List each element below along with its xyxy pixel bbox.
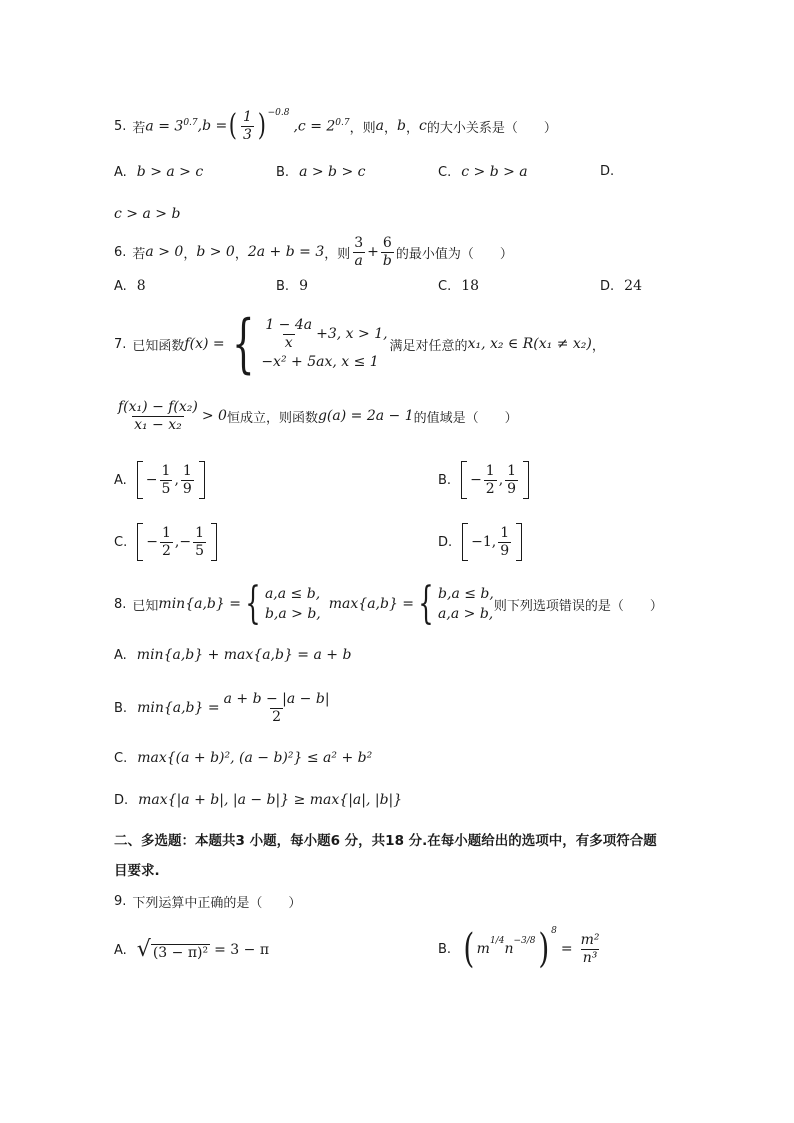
q7-text-2: 满足对任意的 (389, 338, 468, 354)
q5-option-a-label: A. (114, 164, 127, 180)
q5-sep1: ， (384, 120, 398, 136)
section2-heading-line1 (114, 829, 657, 849)
q6-option-a[interactable] (114, 278, 146, 294)
q8-min-cases: a,a ≤ b, b,a > b, (264, 586, 321, 622)
q7-left-brace: { (231, 307, 255, 381)
q6-plus: + (367, 244, 379, 260)
q5-option-d-value: c > a > b (114, 206, 181, 222)
q7-option-b-label: B. (438, 472, 452, 488)
q6-text-2: ， (183, 246, 197, 262)
q5-b-exponent: −0.8 (267, 108, 290, 118)
q7-number: 7. (114, 336, 127, 352)
q7-option-d-interval: −1 , $\frac{1}{9}$ (462, 523, 522, 561)
q8-option-d-value: max{|a + b|, |a − b|} ≥ max{|a|, |b|} (138, 792, 403, 808)
q6-text-4: ，则 (324, 246, 351, 262)
q6-fraction-2: $\frac{6}{b}$ (382, 234, 392, 269)
q5-suffix: 的大小关系是（ ） (426, 120, 557, 136)
q7-text-3: ， (591, 338, 605, 354)
q9-option-b-paren-left: ( (463, 926, 475, 972)
q6-option-b-value: 9 (299, 278, 308, 294)
q9-option-b-paren-right: ) (537, 926, 549, 972)
q5-number: 5. (114, 118, 127, 134)
q7-case2: −x² + 5ax, x ≤ 1 (261, 353, 379, 370)
q7-option-d-label: D. (438, 534, 453, 550)
section2-heading-line2 (114, 859, 160, 879)
q7-piecewise (261, 317, 387, 372)
q9-option-b-fraction: $\frac{\text{m²}}{\text{n³}}$ (580, 931, 600, 966)
q9-option-b[interactable]: B. ( m $^{1/4}$ n $^{-3/8}$ ) $^8$ = $\frac{\text{m²}}{\text{n³}}$ (438, 926, 600, 972)
q6-text-3: ， (234, 246, 248, 262)
q7-case1-tail: +3, x > 1, (316, 326, 388, 342)
q6-option-a-label: A. (114, 278, 127, 294)
q6-text-5: 的最小值为（ ） (395, 246, 513, 262)
q7-g-function: g(a) = 2a − 1 (317, 408, 414, 424)
q6-option-d[interactable] (600, 278, 642, 294)
q7-option-a[interactable] (114, 458, 205, 502)
q8-option-a-label: A. (114, 647, 127, 663)
q6-option-c-value: 18 (461, 278, 480, 294)
q7-option-a-interval: − $\frac{1}{5}$ , $\frac{1}{9}$ (137, 461, 205, 499)
q9-option-a-sqrt: √ (3 − π)² (136, 937, 209, 962)
q5-option-b[interactable] (276, 164, 365, 180)
q5-option-a-value: b > a > c (136, 164, 204, 180)
q8-option-c-label: C. (114, 750, 128, 766)
q5-var-b: b (397, 118, 406, 134)
q7-option-a-label: A. (114, 472, 127, 488)
q7-condition: x₁, x₂ ∈ R(x₁ ≠ x₂) (467, 336, 592, 352)
q8-option-a[interactable] (114, 647, 351, 663)
q6-stem (114, 232, 513, 272)
q9-text: 下列运算中正确的是（ ） (132, 895, 302, 911)
q8-option-b-fraction: $\frac{a + b - |a - b|}{2}$ (223, 690, 330, 725)
q8-stem (114, 578, 663, 629)
q7-option-b[interactable] (438, 458, 529, 502)
q6-cond-3: 2a + b = 3 (247, 244, 325, 260)
q5-suffix-a: ，则 (349, 120, 376, 136)
q7-stem (114, 307, 605, 381)
q5-option-c-value: c > b > a (461, 164, 528, 180)
q9-option-a[interactable] (114, 932, 269, 968)
q8-option-d[interactable] (114, 792, 402, 808)
q7-difference-quotient: $\frac{\text{f(x₁) − f(x₂)}}{\text{x₁ − x₂}}$ (118, 398, 198, 433)
q8-text-2: 则下列选项错误的是（ ） (493, 598, 663, 614)
q7-option-d[interactable] (438, 520, 522, 564)
q7-inequality-tail: > 0 (201, 408, 227, 424)
q8-max-cases: b,a ≤ b, a,a > b, (438, 586, 494, 622)
q5-sep2: ， (405, 120, 419, 136)
q6-number: 6. (114, 244, 127, 260)
q5-b-expr: ,b = (197, 118, 228, 134)
q8-max-brace: { (418, 578, 434, 629)
q8-min-lhs: min{a,b} = (158, 596, 241, 612)
q5-a-expr: $a = 3^{0.7}$ (145, 117, 198, 135)
q5-stem (114, 108, 557, 144)
q9-option-a-tail: = 3 − π (214, 942, 270, 958)
q6-cond-1: a > 0 (145, 244, 184, 260)
q9-number: 9. (114, 893, 127, 909)
q8-text-1: 已知 (132, 598, 159, 614)
q5-option-a[interactable] (114, 164, 203, 180)
q9-option-b-n: n (504, 941, 514, 957)
q6-option-c-label: C. (438, 278, 452, 294)
q5-option-d-label: D. (600, 164, 615, 179)
q8-min-brace: { (245, 578, 261, 629)
q8-option-a-value: min{a,b} + max{a,b} = a + b (136, 647, 352, 663)
section2-heading-text-2: 目要求. (114, 863, 160, 879)
q6-option-d-label: D. (600, 278, 615, 294)
q5-option-b-label: B. (276, 164, 290, 180)
q7-text-4: 恒成立，则函数 (226, 410, 318, 426)
q5-prefix: 若 (132, 120, 146, 136)
section2-heading-text-1: 二、多选题：本题共3 小题，每小题6 分，共18 分.在每小题给出的选项中，有多项符合题 (114, 833, 657, 849)
q6-option-b[interactable] (276, 278, 308, 294)
q9-option-b-n-exp: −3/8 (513, 936, 536, 946)
q6-option-c[interactable] (438, 278, 479, 294)
q9-option-b-outer-exp: 8 (551, 926, 557, 936)
q7-option-c-interval: − $\frac{1}{2}$ , − $\frac{1}{5}$ (137, 523, 217, 561)
q5-option-b-value: a > b > c (299, 164, 366, 180)
q6-fraction-1: $\frac{3}{a}$ (354, 234, 364, 269)
q7-option-c[interactable] (114, 520, 217, 564)
q8-number: 8. (114, 596, 127, 612)
q8-option-c[interactable] (114, 750, 372, 766)
q8-option-d-label: D. (114, 792, 129, 808)
q6-cond-2: b > 0 (196, 244, 235, 260)
q7-option-b-interval: − $\frac{1}{2}$ , $\frac{1}{9}$ (461, 461, 529, 499)
q9-option-b-m: m (476, 941, 490, 957)
q7-text-1: 已知函数 (132, 338, 185, 354)
q8-option-b-lhs: min{a,b} = (137, 700, 220, 716)
q9-option-b-m-exp: 1/4 (489, 936, 505, 946)
q5-option-c-label: C. (438, 164, 452, 180)
q6-text-1: 若 (132, 246, 146, 262)
q5-var-c: c (419, 118, 427, 134)
q6-option-a-value: 8 (136, 278, 146, 294)
q5-c-expr: $,c = 2^{0.7}$ (293, 117, 350, 135)
q7-stem-line2 (114, 396, 518, 436)
q7-text-5: 的值域是（ ） (413, 410, 518, 426)
q5-b-fraction: $\frac{1}{3}$ (242, 108, 252, 143)
q9-option-b-label: B. (438, 941, 452, 957)
q5-paren-left: ( (228, 108, 238, 143)
q6-option-b-label: B. (276, 278, 290, 294)
q7-option-c-label: C. (114, 534, 128, 550)
q8-option-b[interactable] (114, 688, 334, 728)
q9-option-a-label: A. (114, 942, 127, 958)
q5-paren-right: ) (257, 108, 266, 143)
q9-stem (114, 891, 301, 911)
q8-option-b-label: B. (114, 700, 128, 716)
q7-case1-fraction: $\frac{1 - 4a}{x}$ (265, 316, 313, 351)
q5-option-d-label-row[interactable] (600, 164, 624, 179)
q7-function-lhs: f(x) = (184, 336, 225, 352)
q8-option-c-value: max{(a + b)², (a − b)²} ≤ a² + b² (137, 750, 373, 766)
q5-var-a: a (375, 118, 384, 134)
q6-option-d-value: 24 (624, 278, 642, 294)
q8-max-lhs: max{a,b} = (328, 596, 415, 612)
q5-option-c[interactable] (438, 164, 528, 180)
q5-option-d[interactable] (114, 206, 180, 222)
